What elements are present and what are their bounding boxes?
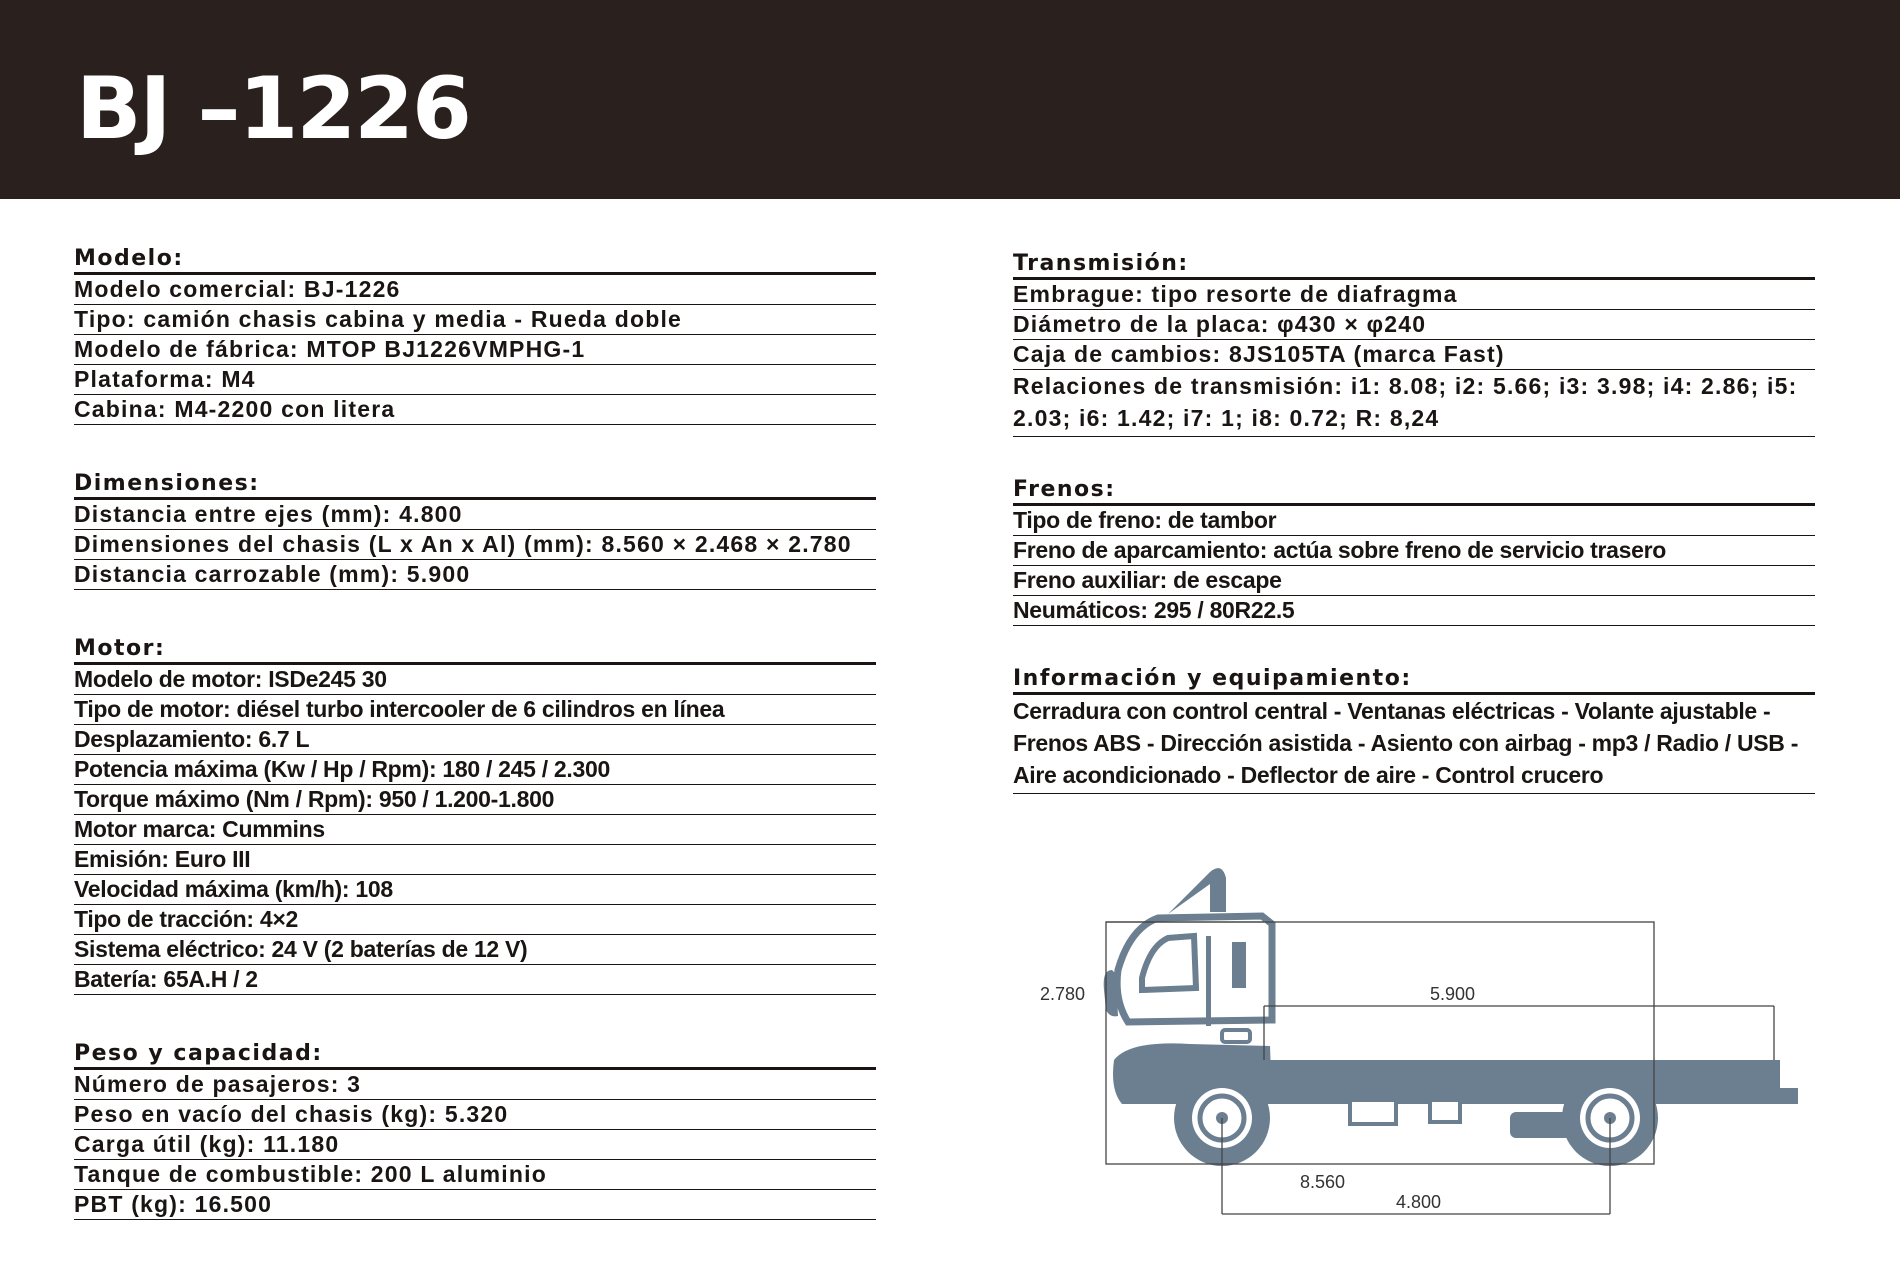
section-title: Información y equipamiento: — [1013, 664, 1815, 695]
door-handle — [1222, 1030, 1250, 1042]
battery-box — [1430, 1100, 1460, 1122]
left-column — [74, 244, 876, 1220]
spec-row: Peso en vacío del chasis (kg): 5.320 — [74, 1100, 876, 1130]
spec-row: Modelo de fábrica: MTOP BJ1226VMPHG-1 — [74, 335, 876, 365]
equipment-paragraph: Cerradura con control central - Ventanas eléctricas - Volante ajustable - Frenos ABS - Dirección asistida - Asiento con airbag - mp3 / Radio / USB - Aire acondicionado - Deflector de aire - Control crucero — [1013, 695, 1815, 794]
spec-row: Freno de aparcamiento: actúa sobre freno de servicio trasero — [1013, 536, 1815, 566]
spec-row: Dimensiones del chasis (L x An x Al) (mm): 8.560 × 2.468 × 2.780 — [74, 530, 876, 560]
spec-section — [74, 469, 876, 590]
spec-section — [1013, 664, 1815, 794]
section-title: Peso y capacidad: — [74, 1039, 876, 1070]
section-title: Transmisión: — [1013, 249, 1815, 280]
spec-row: Velocidad máxima (km/h): 108 — [74, 875, 876, 905]
spec-row: Tipo de freno: de tambor — [1013, 506, 1815, 536]
header-banner — [0, 0, 1900, 199]
truck-silhouette — [1104, 868, 1798, 1166]
spec-row: Tipo de tracción: 4×2 — [74, 905, 876, 935]
spec-section — [74, 244, 876, 425]
spec-row: Emisión: Euro III — [74, 845, 876, 875]
spec-row: Motor marca: Cummins — [74, 815, 876, 845]
spec-row: Número de pasajeros: 3 — [74, 1070, 876, 1100]
spec-row: Diámetro de la placa: φ430 × φ240 — [1013, 310, 1815, 340]
section-title: Dimensiones: — [74, 469, 876, 500]
chassis-rear-extension — [1776, 1088, 1798, 1104]
spec-row: Embrague: tipo resorte de diafragma — [1013, 280, 1815, 310]
spec-row: Tanque de combustible: 200 L aluminio — [74, 1160, 876, 1190]
fuel-tank — [1350, 1100, 1396, 1124]
cab-door-line — [1206, 936, 1211, 1026]
spec-row: Modelo comercial: BJ-1226 — [74, 275, 876, 305]
spec-row: Torque máximo (Nm / Rpm): 950 / 1.200-1.800 — [74, 785, 876, 815]
spec-row: Batería: 65A.H / 2 — [74, 965, 876, 995]
height-label: 2.780 — [1040, 984, 1086, 1004]
spec-row: Relaciones de transmisión: i1: 8.08; i2: 5.66; i3: 3.98; i4: 2.86; i5: 2.03; i6: 1.42; i7: 1; i8: 0.72; R: 8,24 — [1013, 370, 1815, 437]
spec-section — [74, 1039, 876, 1220]
spec-row: Neumáticos: 295 / 80R22.5 — [1013, 596, 1815, 626]
spec-section — [1013, 475, 1815, 626]
spec-row: Plataforma: M4 — [74, 365, 876, 395]
spec-row: PBT (kg): 16.500 — [74, 1190, 876, 1220]
spec-row: Distancia entre ejes (mm): 4.800 — [74, 500, 876, 530]
truck-dimension-diagram — [1010, 850, 1810, 1230]
wheelbase-label: 4.800 — [1396, 1192, 1442, 1212]
spec-row: Modelo de motor: ISDe245 30 — [74, 665, 876, 695]
spec-row: Distancia carrozable (mm): 5.900 — [74, 560, 876, 590]
section-title: Frenos: — [1013, 475, 1815, 506]
cab-window — [1142, 936, 1196, 990]
spec-row: Tipo: camión chasis cabina y media - Rueda doble — [74, 305, 876, 335]
spec-row: Sistema eléctrico: 24 V (2 baterías de 12 V) — [74, 935, 876, 965]
spec-section — [1013, 249, 1815, 437]
spec-row: Caja de cambios: 8JS105TA (marca Fast) — [1013, 340, 1815, 370]
body-length-label: 5.900 — [1430, 984, 1476, 1004]
spec-row: Desplazamiento: 6.7 L — [74, 725, 876, 755]
section-title: Motor: — [74, 634, 876, 665]
spec-row: Tipo de motor: diésel turbo intercooler de 6 cilindros en línea — [74, 695, 876, 725]
cab-side-vent — [1232, 942, 1246, 988]
spec-row: Carga útil (kg): 11.180 — [74, 1130, 876, 1160]
spec-row: Cabina: M4-2200 con litera — [74, 395, 876, 425]
overall-length-label: 8.560 — [1300, 1172, 1346, 1192]
right-column — [1013, 249, 1815, 794]
air-deflector-icon — [1168, 868, 1226, 914]
section-title: Modelo: — [74, 244, 876, 275]
spec-row: Freno auxiliar: de escape — [1013, 566, 1815, 596]
spec-row: Potencia máxima (Kw / Hp / Rpm): 180 / 245 / 2.300 — [74, 755, 876, 785]
spec-section — [74, 634, 876, 995]
model-title: BJ –1226 — [76, 59, 470, 159]
